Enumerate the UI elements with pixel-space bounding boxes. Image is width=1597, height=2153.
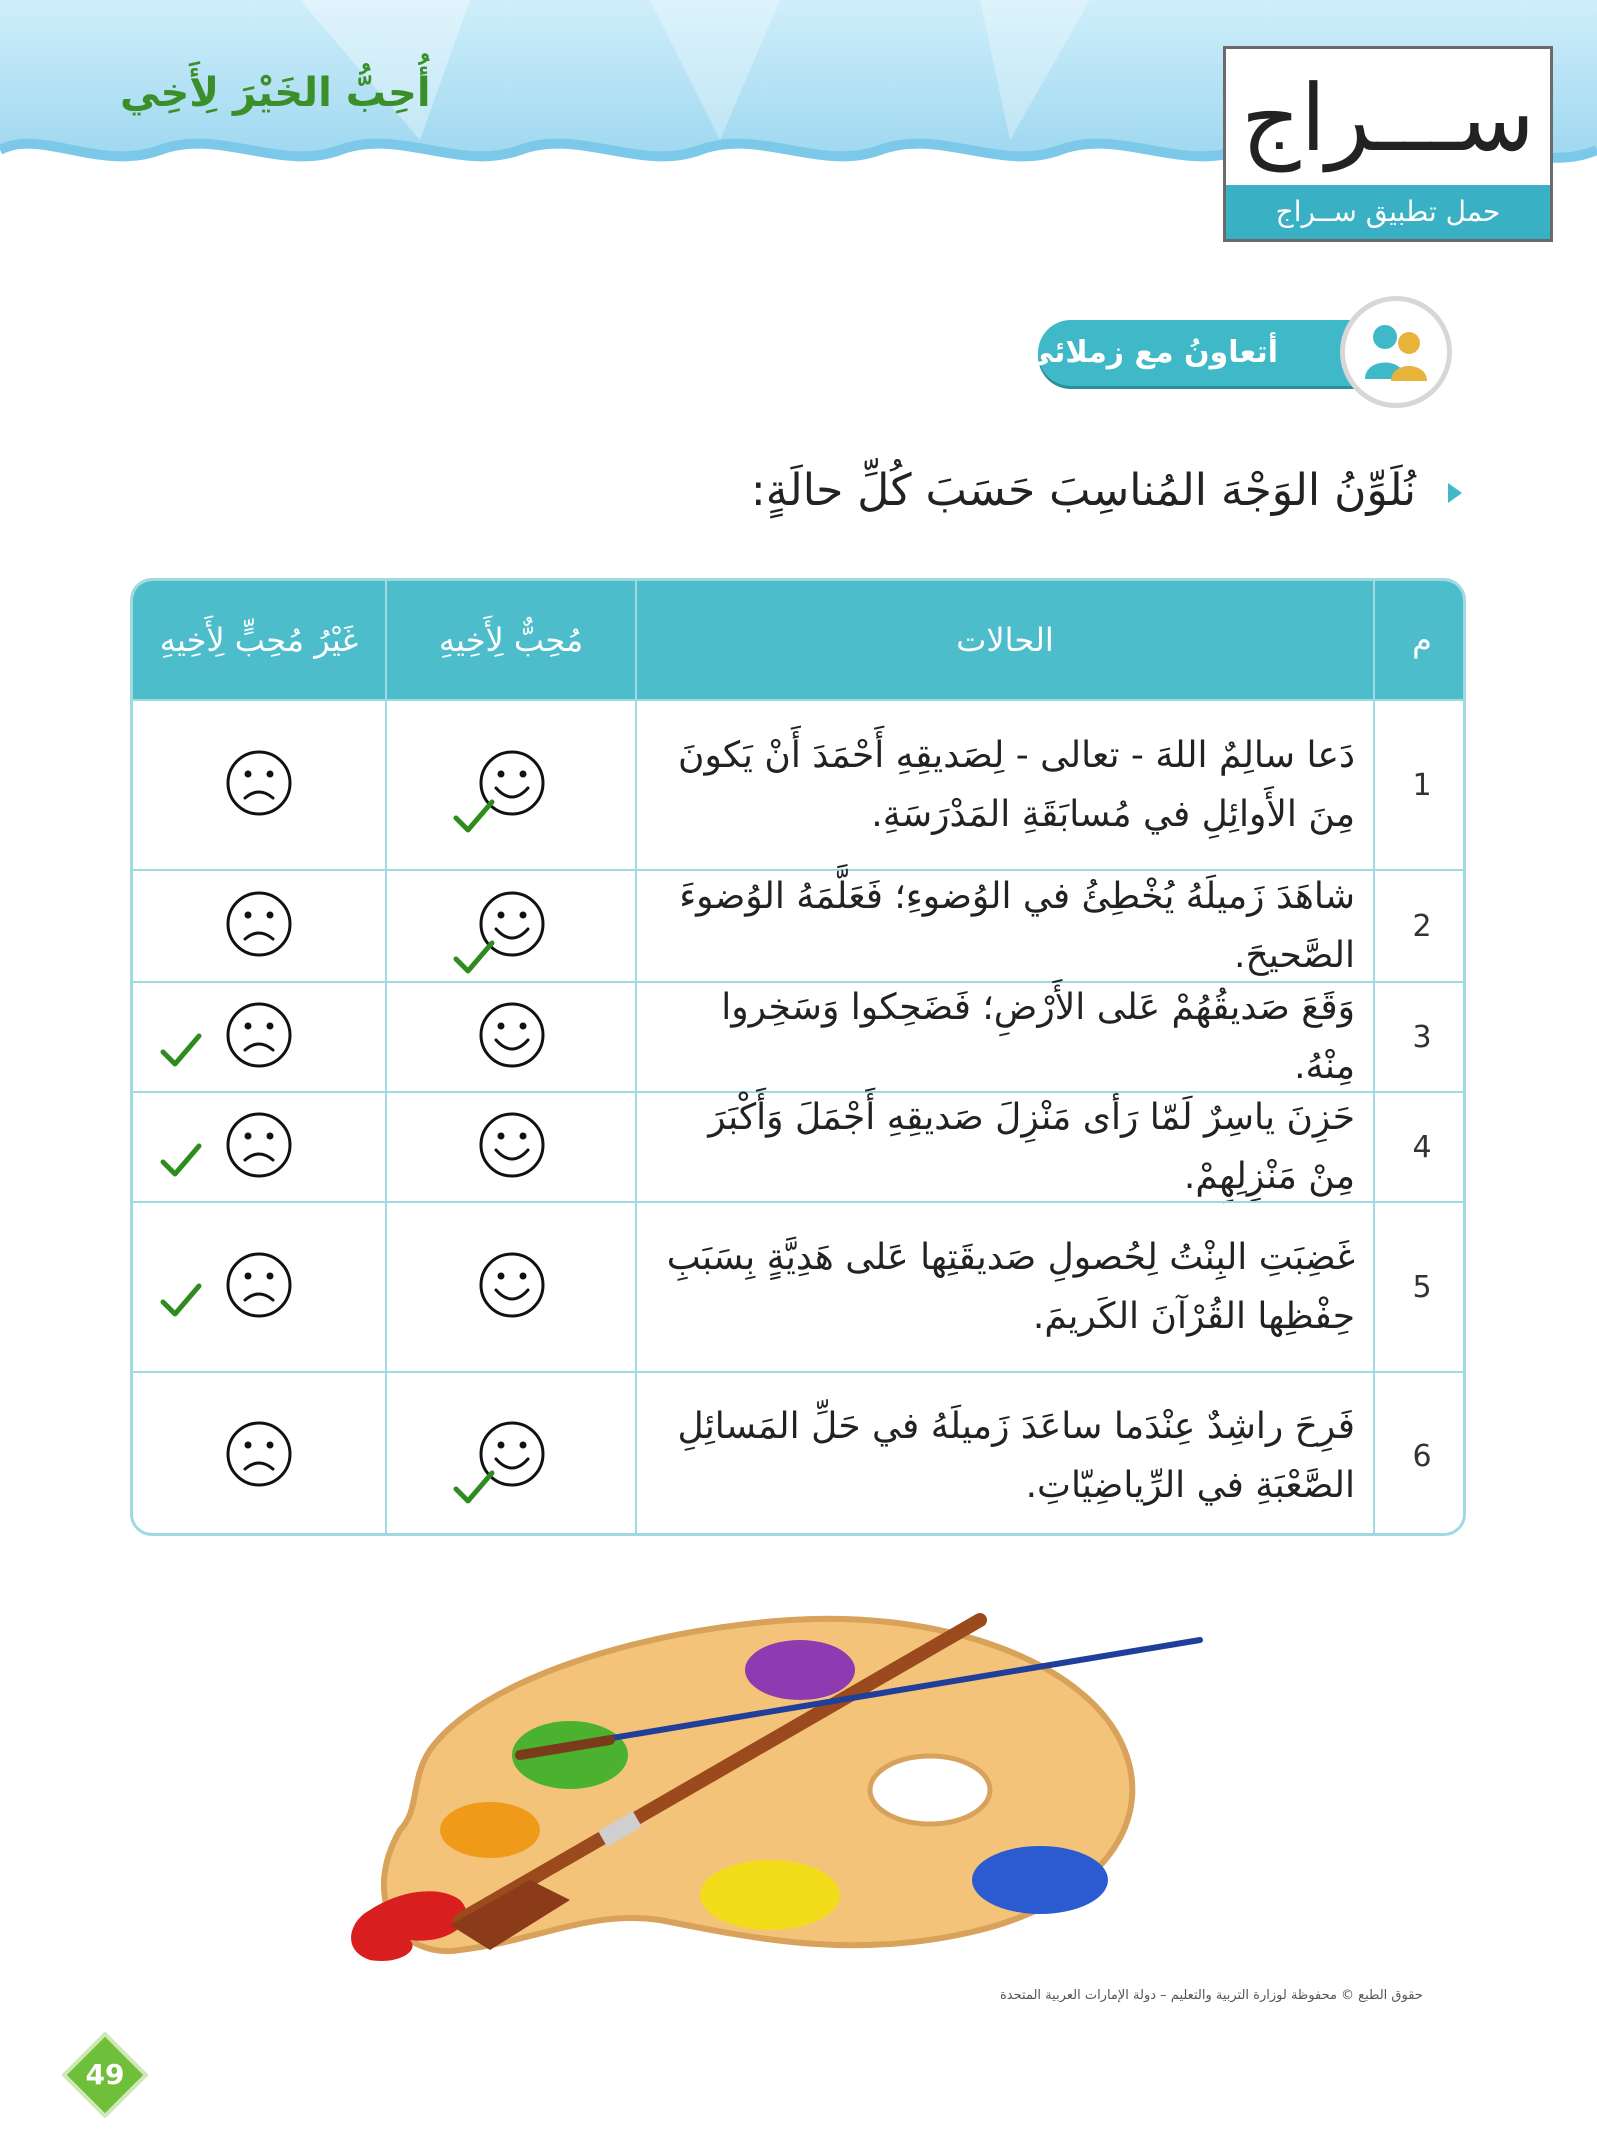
table-row-loves-cell [385, 1371, 635, 1536]
smiley-face-icon[interactable] [477, 1000, 547, 1074]
table-row-loves-cell [385, 869, 635, 981]
purple-paint [745, 1640, 855, 1700]
lesson-title: أُحِبُّ الخَيْرَ لِأَخِي [120, 70, 431, 116]
table-row-not-loves-cell [133, 1091, 385, 1201]
check-mark-icon [452, 798, 496, 838]
row-number: 2 [1373, 869, 1466, 981]
paint-palette-illustration [340, 1580, 1220, 1970]
logo-tagline: حمل تطبيق ســراج [1226, 185, 1550, 239]
table-row-loves-cell [385, 699, 635, 869]
table-row-not-loves-cell [133, 1201, 385, 1371]
activity-banner [1011, 320, 1388, 386]
header-cases: الحالات [635, 581, 1373, 699]
check-mark-icon [159, 1032, 203, 1072]
case-text: فَرِحَ راشِدٌ عِنْدَما ساعَدَ زَميلَهُ في حَلِّ المَسائِلِ الصَّعْبَةِ في الرِّياضِيّاتِ. [635, 1371, 1373, 1536]
check-mark-icon [159, 1282, 203, 1322]
page-number: 49 [85, 2058, 125, 2091]
logo-word: ســـراج [1241, 65, 1535, 172]
smiley-face-icon[interactable] [477, 1110, 547, 1184]
bullet-arrow-icon [1448, 483, 1462, 503]
row-number: 5 [1373, 1201, 1466, 1371]
check-mark-icon [452, 1469, 496, 1509]
instruction-label: نُلَوِّنُ الوَجْهَ المُناسِبَ حَسَبَ كُلِّ حالَةٍ: [750, 465, 1416, 516]
sad-face-icon[interactable] [224, 889, 294, 963]
table-row-not-loves-cell [133, 981, 385, 1091]
sad-face-icon[interactable] [224, 1419, 294, 1493]
row-number: 4 [1373, 1091, 1466, 1201]
blue-paint [972, 1846, 1108, 1914]
case-text: حَزِنَ ياسِرٌ لَمّا رَأى مَنْزِلَ صَديقِهِ أَجْمَلَ وَأَكْبَرَ مِنْ مَنْزِلِهِمْ. [635, 1091, 1373, 1201]
case-text: شاهَدَ زَميلَهُ يُخْطِئُ في الوُضوءِ؛ فَعَلَّمَهُ الوُضوءَ الصَّحيحَ. [635, 869, 1373, 981]
orange-paint [440, 1802, 540, 1858]
table-row-not-loves-cell [133, 699, 385, 869]
instruction-text [751, 465, 1462, 516]
copyright-note: حقوق الطبع © محفوظة لوزارة التربية والتعليم – دولة الإمارات العربية المتحدة [1000, 1988, 1423, 2003]
check-mark-icon [452, 939, 496, 979]
cases-table [130, 578, 1466, 1536]
case-text: وَقَعَ صَديقُهُمْ عَلى الأَرْضِ؛ فَضَحِكوا وَسَخِروا مِنْهُ. [635, 981, 1373, 1091]
sad-face-icon[interactable] [224, 1110, 294, 1184]
activity-label: أتعاونُ مع زملائي: [1011, 335, 1278, 370]
table-row-not-loves-cell [133, 1371, 385, 1536]
siraj-logo[interactable] [1223, 46, 1553, 242]
sad-face-icon[interactable] [224, 1000, 294, 1074]
case-text: دَعا سالِمٌ اللهَ - تعالى - لِصَديقِهِ أَحْمَدَ أَنْ يَكونَ مِنَ الأَوائِلِ في مُسابَقَةِ المَدْرَسَةِ. [635, 699, 1373, 869]
check-mark-icon [159, 1142, 203, 1182]
table-row-loves-cell [385, 1091, 635, 1201]
table-row-not-loves-cell [133, 869, 385, 981]
sad-face-icon[interactable] [224, 748, 294, 822]
header-loves: مُحِبٌّ لِأَخِيهِ [385, 581, 635, 699]
case-text: غَضِبَتِ البِنْتُ لِحُصولِ صَديقَتِها عَلى هَدِيَّةٍ بِسَبَبِ حِفْظِها القُرْآنَ الكَريمَ. [635, 1201, 1373, 1371]
header-not-loves: غَيْرُ مُحِبٍّ لِأَخِيهِ [133, 581, 385, 699]
sad-face-icon[interactable] [224, 1250, 294, 1324]
palette-thumb-hole [870, 1756, 990, 1824]
row-number: 3 [1373, 981, 1466, 1091]
smiley-face-icon[interactable] [477, 1250, 547, 1324]
row-number: 1 [1373, 699, 1466, 869]
header-number: م [1373, 581, 1466, 699]
row-number: 6 [1373, 1371, 1466, 1536]
yellow-paint [700, 1860, 840, 1930]
table-row-loves-cell [385, 981, 635, 1091]
collaboration-icon [1340, 296, 1452, 408]
table-row-loves-cell [385, 1201, 635, 1371]
